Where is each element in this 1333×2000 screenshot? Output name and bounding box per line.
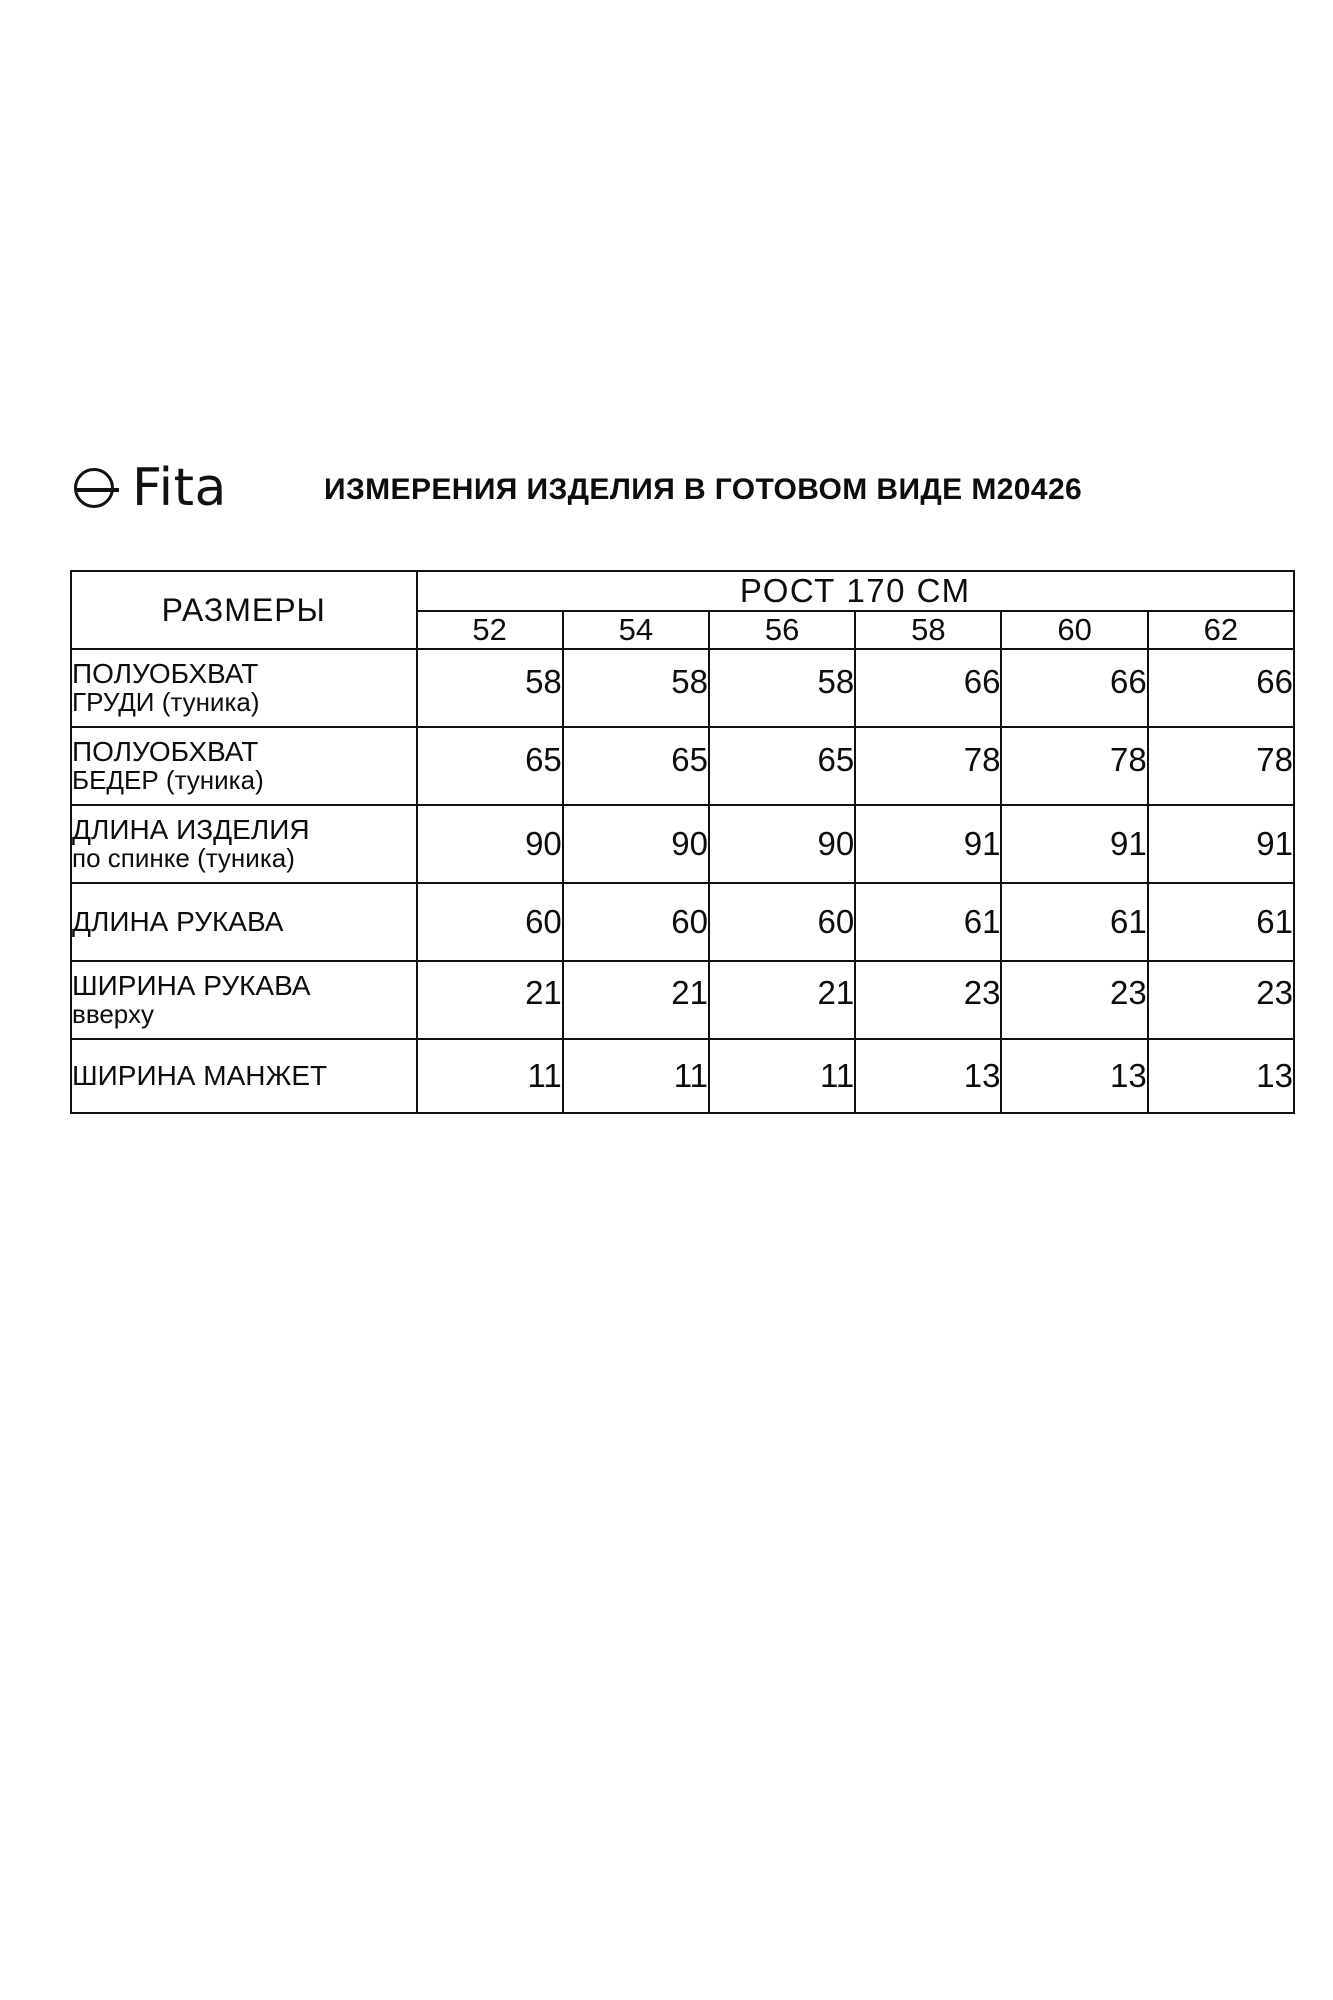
measurements-table	[70, 570, 1295, 1114]
row-label-hips	[71, 727, 417, 805]
table-row	[71, 805, 1294, 883]
row-label-cuff-width-line1: ШИРИНА МАНЖЕТ	[72, 1059, 328, 1091]
row-label-length-line1: ДЛИНА ИЗДЕЛИЯ	[72, 814, 310, 846]
size-col-58: 58	[855, 611, 1001, 649]
cell-cuff-width-60: 13	[1001, 1039, 1147, 1113]
row-label-cuff-width	[71, 1039, 417, 1113]
table-header-row-group	[71, 571, 1294, 611]
cell-length-60: 91	[1001, 805, 1147, 883]
circle-line-logo-icon	[70, 464, 122, 516]
row-label-sleeve-width	[71, 961, 417, 1039]
table-row	[71, 1039, 1294, 1113]
cell-chest-60: 66	[1001, 649, 1147, 727]
cell-sleeve-length-52: 60	[417, 883, 563, 961]
row-label-sleeve-length-line1: ДЛИНА РУКАВА	[72, 905, 284, 937]
row-label-chest	[71, 649, 417, 727]
table-row	[71, 961, 1294, 1039]
row-label-chest-line2: ГРУДИ (туника)	[72, 687, 260, 718]
size-col-60: 60	[1001, 611, 1147, 649]
cell-sleeve-width-52: 21	[417, 961, 563, 1039]
cell-sleeve-length-62: 61	[1148, 883, 1294, 961]
page-title: ИЗМЕРЕНИЯ ИЗДЕЛИЯ В ГОТОВОМ ВИДЕ М20426	[324, 473, 1083, 506]
row-label-sleeve-width-line2: вверху	[72, 999, 154, 1030]
cell-length-52: 90	[417, 805, 563, 883]
cell-sleeve-length-54: 60	[563, 883, 709, 961]
header-sizes: РАЗМЕРЫ	[71, 571, 417, 649]
table-row	[71, 883, 1294, 961]
size-col-54: 54	[563, 611, 709, 649]
cell-length-54: 90	[563, 805, 709, 883]
cell-chest-56: 58	[709, 649, 855, 727]
cell-chest-58: 66	[855, 649, 1001, 727]
cell-cuff-width-56: 11	[709, 1039, 855, 1113]
cell-cuff-width-52: 11	[417, 1039, 563, 1113]
size-col-52: 52	[417, 611, 563, 649]
cell-sleeve-width-60: 23	[1001, 961, 1147, 1039]
row-label-sleeve-length	[71, 883, 417, 961]
cell-hips-58: 78	[855, 727, 1001, 805]
cell-sleeve-width-62: 23	[1148, 961, 1294, 1039]
table-row	[71, 649, 1294, 727]
cell-chest-54: 58	[563, 649, 709, 727]
cell-sleeve-width-56: 21	[709, 961, 855, 1039]
cell-cuff-width-54: 11	[563, 1039, 709, 1113]
document-header	[70, 455, 1300, 525]
cell-length-58: 91	[855, 805, 1001, 883]
cell-hips-56: 65	[709, 727, 855, 805]
cell-sleeve-length-60: 61	[1001, 883, 1147, 961]
brand-name: Fita	[132, 458, 227, 518]
cell-hips-62: 78	[1148, 727, 1294, 805]
table-row	[71, 727, 1294, 805]
row-label-sleeve-width-line1: ШИРИНА РУКАВА	[72, 970, 311, 1002]
size-col-56: 56	[709, 611, 855, 649]
cell-sleeve-width-54: 21	[563, 961, 709, 1039]
row-label-hips-line1: ПОЛУОБХВАТ	[72, 736, 259, 768]
cell-cuff-width-58: 13	[855, 1039, 1001, 1113]
cell-chest-52: 58	[417, 649, 563, 727]
brand-logo	[70, 458, 310, 518]
row-label-length	[71, 805, 417, 883]
cell-hips-54: 65	[563, 727, 709, 805]
cell-sleeve-length-58: 61	[855, 883, 1001, 961]
cell-chest-62: 66	[1148, 649, 1294, 727]
row-label-chest-line1: ПОЛУОБХВАТ	[72, 658, 259, 690]
row-label-hips-line2: БЕДЕР (туника)	[72, 765, 264, 796]
row-label-length-line2: по спинке (туника)	[72, 843, 295, 874]
cell-cuff-width-62: 13	[1148, 1039, 1294, 1113]
cell-sleeve-width-58: 23	[855, 961, 1001, 1039]
size-col-62: 62	[1148, 611, 1294, 649]
cell-length-56: 90	[709, 805, 855, 883]
cell-hips-60: 78	[1001, 727, 1147, 805]
cell-sleeve-length-56: 60	[709, 883, 855, 961]
header-height-group: РОСТ 170 СМ	[417, 571, 1294, 611]
cell-hips-52: 65	[417, 727, 563, 805]
cell-length-62: 91	[1148, 805, 1294, 883]
